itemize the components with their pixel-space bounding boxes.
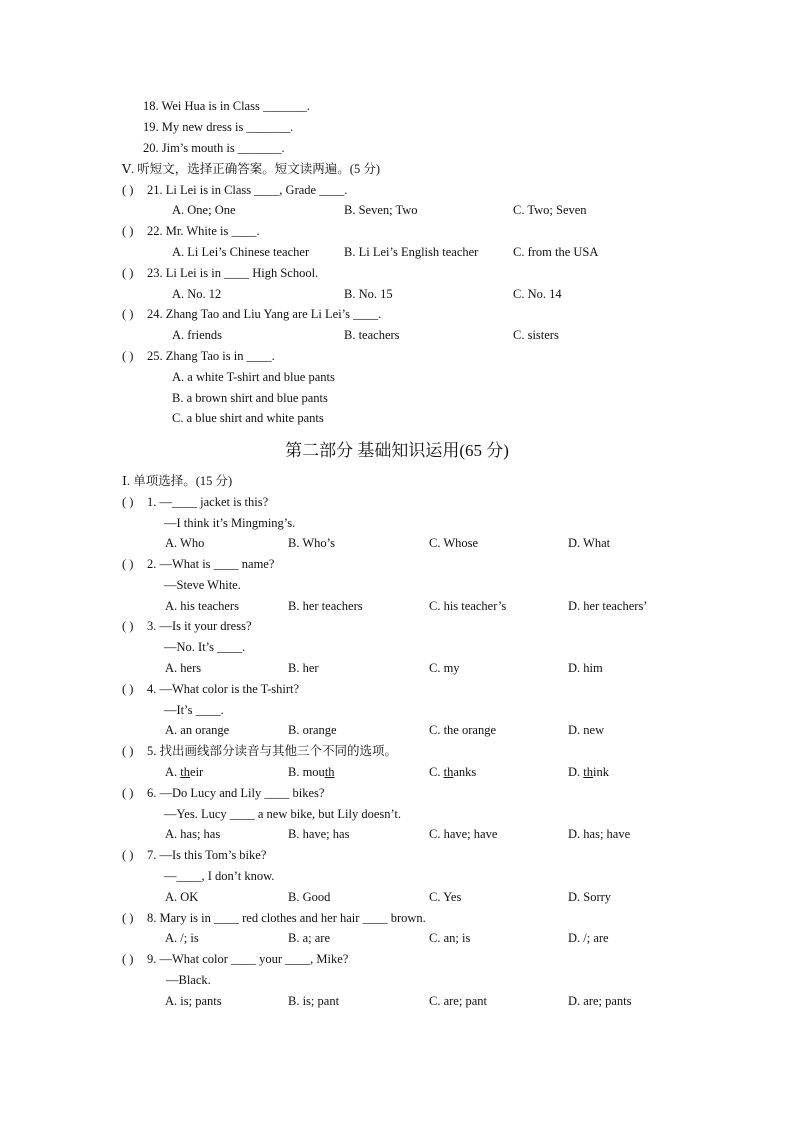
option-b: B. have; has bbox=[288, 827, 350, 841]
option-a: A. /; is bbox=[165, 931, 199, 945]
underlined-sound: th bbox=[324, 765, 335, 779]
question-reply: —No. It’s ____. bbox=[164, 640, 246, 654]
question-stem: 1. —____ jacket is this? bbox=[147, 495, 269, 509]
question-stem: 2. —What is ____ name? bbox=[147, 557, 275, 571]
option-a: A. is; pants bbox=[165, 994, 222, 1008]
section-i-heading: Ⅰ. 单项选择。(15 分) bbox=[122, 474, 233, 488]
question-stem: 4. —What color is the T-shirt? bbox=[147, 682, 300, 696]
option-a: A. friends bbox=[172, 328, 222, 342]
option-c: C. are; pant bbox=[429, 994, 487, 1008]
option-d: D. are; pants bbox=[568, 994, 632, 1008]
option-a: A. Who bbox=[165, 536, 205, 550]
option-b: B. orange bbox=[288, 723, 337, 737]
option-d: D. new bbox=[568, 723, 605, 737]
option-a: A. hers bbox=[165, 661, 202, 675]
underlined-sound: th bbox=[180, 765, 191, 779]
answer-paren: ( ) bbox=[122, 266, 134, 280]
option-b: B. a; are bbox=[288, 931, 330, 945]
answer-paren: ( ) bbox=[122, 349, 134, 363]
option-b: B. Seven; Two bbox=[344, 203, 418, 217]
option-c: C. the orange bbox=[429, 723, 496, 737]
option-a: A. OK bbox=[165, 890, 199, 904]
question-stem: 23. Li Lei is in ____ High School. bbox=[147, 266, 319, 280]
option-c: C. No. 14 bbox=[513, 287, 562, 301]
question-stem: 6. —Do Lucy and Lily ____ bikes? bbox=[147, 786, 325, 800]
option-c: C. a blue shirt and white pants bbox=[172, 411, 324, 425]
question-reply: —It’s ____. bbox=[164, 703, 224, 717]
option-c: C. an; is bbox=[429, 931, 471, 945]
option-d: D. Sorry bbox=[568, 890, 612, 904]
option-a: A. a white T-shirt and blue pants bbox=[172, 370, 335, 384]
option-b: B. her teachers bbox=[288, 599, 363, 613]
question-stem: 21. Li Lei is in Class ____, Grade ____. bbox=[147, 183, 348, 197]
option-d: D. think bbox=[568, 765, 609, 779]
underlined-sound: th bbox=[583, 765, 594, 779]
question-stem: 8. Mary is in ____ red clothes and her hair ____ brown. bbox=[147, 911, 426, 925]
option-a: A. his teachers bbox=[165, 599, 239, 613]
option-d: D. /; are bbox=[568, 931, 609, 945]
option-a: A. Li Lei’s Chinese teacher bbox=[172, 245, 310, 259]
question-stem: 3. —Is it your dress? bbox=[147, 619, 252, 633]
option-a: A. has; has bbox=[165, 827, 221, 841]
option-b: B. her bbox=[288, 661, 319, 675]
option-b: B. mouth bbox=[288, 765, 335, 779]
question-stem: 24. Zhang Tao and Liu Yang are Li Lei’s ____. bbox=[147, 307, 382, 321]
answer-paren: ( ) bbox=[122, 744, 134, 758]
question-stem: 7. —Is this Tom’s bike? bbox=[147, 848, 267, 862]
question-stem: 5. 找出画线部分读音与其他三个不同的选项。 bbox=[147, 744, 398, 758]
question-stem: 25. Zhang Tao is in ____. bbox=[147, 349, 275, 363]
section-v-heading: Ⅴ. 听短文，选择正确答案。短文读两遍。(5 分) bbox=[122, 162, 380, 176]
option-c: C. from the USA bbox=[513, 245, 599, 259]
question-reply: —Yes. Lucy ____ a new bike, but Lily doesn’t. bbox=[164, 807, 402, 821]
option-c: C. Two; Seven bbox=[513, 203, 587, 217]
answer-paren: ( ) bbox=[122, 848, 134, 862]
option-b: B. Who’s bbox=[288, 536, 335, 550]
fill-item-19: 19. My new dress is _______. bbox=[143, 120, 294, 134]
question-reply: —Black. bbox=[166, 973, 211, 987]
option-a: A. One; One bbox=[172, 203, 236, 217]
question-reply: —Steve White. bbox=[164, 578, 241, 592]
fill-item-18: 18. Wei Hua is in Class _______. bbox=[143, 99, 310, 113]
answer-paren: ( ) bbox=[122, 557, 134, 571]
question-stem: 9. —What color ____ your ____, Mike? bbox=[147, 952, 349, 966]
option-c: C. thanks bbox=[429, 765, 477, 779]
question-stem: 22. Mr. White is ____. bbox=[147, 224, 260, 238]
answer-paren: ( ) bbox=[122, 183, 134, 197]
answer-paren: ( ) bbox=[122, 911, 134, 925]
option-d: D. What bbox=[568, 536, 611, 550]
option-b: B. No. 15 bbox=[344, 287, 393, 301]
answer-paren: ( ) bbox=[122, 224, 134, 238]
option-a: A. No. 12 bbox=[172, 287, 222, 301]
option-d: D. has; have bbox=[568, 827, 631, 841]
question-reply: —I think it’s Mingming’s. bbox=[164, 516, 296, 530]
answer-paren: ( ) bbox=[122, 307, 134, 321]
option-b: B. teachers bbox=[344, 328, 400, 342]
option-a: A. an orange bbox=[165, 723, 230, 737]
option-c: C. his teacher’s bbox=[429, 599, 507, 613]
answer-paren: ( ) bbox=[122, 619, 134, 633]
option-b: B. is; pant bbox=[288, 994, 340, 1008]
option-b: B. a brown shirt and blue pants bbox=[172, 391, 328, 405]
option-d: D. her teachers’ bbox=[568, 599, 648, 613]
answer-paren: ( ) bbox=[122, 495, 134, 509]
option-b: B. Good bbox=[288, 890, 331, 904]
option-d: D. him bbox=[568, 661, 603, 675]
question-reply: —____, I don’t know. bbox=[164, 869, 275, 883]
answer-paren: ( ) bbox=[122, 682, 134, 696]
answer-paren: ( ) bbox=[122, 786, 134, 800]
option-c: C. have; have bbox=[429, 827, 498, 841]
option-c: C. sisters bbox=[513, 328, 559, 342]
option-c: C. my bbox=[429, 661, 460, 675]
option-b: B. Li Lei’s English teacher bbox=[344, 245, 479, 259]
option-c: C. Whose bbox=[429, 536, 479, 550]
option-c: C. Yes bbox=[429, 890, 462, 904]
underlined-sound: th bbox=[443, 765, 454, 779]
part-two-title: 第二部分 基础知识运用(65 分) bbox=[285, 441, 509, 460]
fill-item-20: 20. Jim’s mouth is _______. bbox=[143, 141, 285, 155]
option-a: A. their bbox=[165, 765, 204, 779]
answer-paren: ( ) bbox=[122, 952, 134, 966]
